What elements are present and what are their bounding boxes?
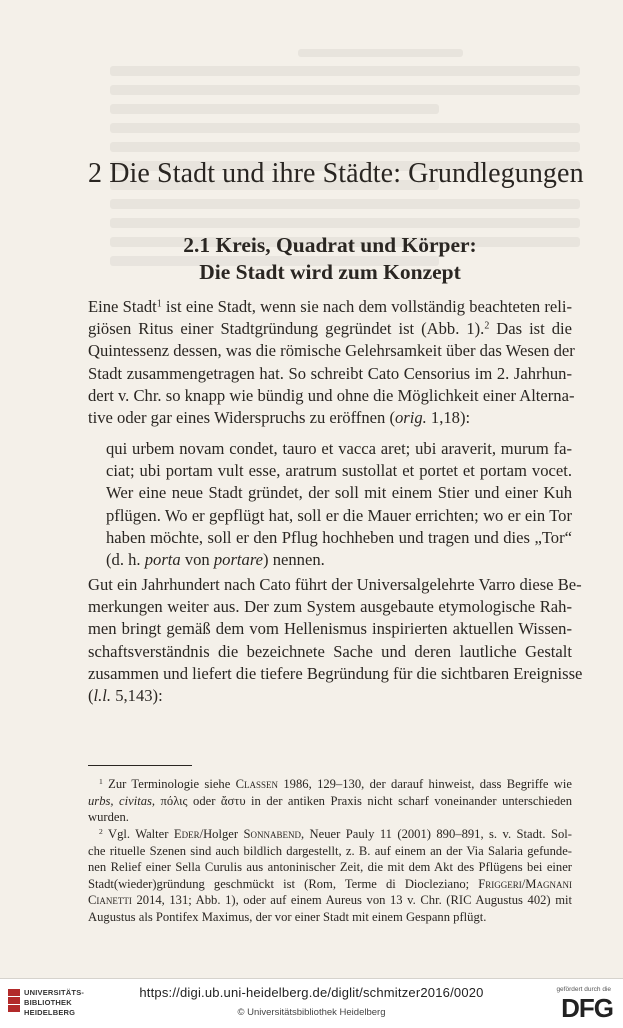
footnote-line: che rituelle Szenen sind auch bildlich dargestellt, z. B. auf einem an der Via Salaria gefunde- <box>88 843 572 858</box>
section-title-line-1: 2.1 Kreis, Quadrat und Körper: <box>183 233 477 257</box>
footnote-line: $^1$ Zur Terminologie siehe Classen 1986, 129–130, der darauf hinweist, dass Begriffe wie <box>99 776 572 791</box>
text-line: tive oder gar eines Widerspruchs zu eröffnen (orig. 1,18): <box>88 408 471 428</box>
quote-line: (d. h. porta von portare) nennen. <box>106 550 325 570</box>
permalink-url[interactable]: https://digi.ub.uni-heidelberg.de/diglit/schmitzer2016/0020 <box>139 985 484 1000</box>
text-line: dert v. Chr. so knapp wie bündig und ohne die Möglichkeit einer Alterna- <box>88 385 575 405</box>
paragraph-varro <box>88 574 583 707</box>
text-line: merkungen weiter aus. Der zum System ausgebaute etymologische Rah- <box>88 597 572 617</box>
viewer-footer <box>0 978 623 1028</box>
footnote-line: $^2$ Vgl. Walter Eder/Holger Sonnabend, Neuer Pauly 11 (2001) 890–891, s. v. Stadt. Sol- <box>99 826 572 841</box>
dfg-logo[interactable]: DFG <box>561 993 613 1023</box>
section-title-line-2: Die Stadt wird zum Konzept <box>199 260 461 284</box>
footnote-ref-2[interactable]: 2 <box>484 320 490 332</box>
quote-line: qui urbem novam condet, tauro et vacca aret; ubi araverit, murum fa- <box>106 439 572 458</box>
funding-label: gefördert durch die <box>556 986 611 993</box>
library-logo[interactable]: UNIVERSITÄTS- BIBLIOTHEK HEIDELBERG <box>24 988 85 1017</box>
footnote-separator <box>88 765 192 766</box>
text-line: men bringt gemäß dem vom Hellenismus inspirierten aktuellen Wissen- <box>88 619 572 639</box>
paragraph-intro <box>88 296 575 429</box>
quote-line: haben möchte, soll er den Pflug hochheben und tragen und dies „Tor“ <box>106 527 572 547</box>
footnote-line: nen Relief einer Sella Curulis aus antoninischer Zeit, die mit dem Akt des Pflügens bei einer <box>88 860 572 874</box>
section-title <box>88 232 572 286</box>
footnote-2 <box>88 826 572 925</box>
footnote-marker: 1 <box>99 776 103 786</box>
footnote-1 <box>88 776 572 826</box>
text-line: giösen Ritus einer Stadtgründung gegründet ist (Abb. 1).$^2$ Das ist die <box>88 319 572 339</box>
quote-line: ciat; ubi portam vult esse, aratrum sustollat et portet et portam vocet. <box>106 461 572 481</box>
footnote-line: Cianetti 2014, 131; Abb. 1), oder auf einem Aureus von 13 v. Chr. (RIC Augustus 402) mit <box>88 893 572 907</box>
footnote-line: urbs, civitas, πόλις oder ἄστυ in der antiken Praxis nicht scharf voneinander unterschieden <box>88 793 573 808</box>
quote-line: pflügen. Wo er gepflügt hat, soll er die Mauer errichten; wo er ein Tor <box>106 505 572 525</box>
footnote-line: Stadt(wieder)gründung geschmückt ist (Rom, Terme di Diocleziano; Friggeri/Magnani <box>88 876 572 891</box>
text-line: Stadt zusammengetragen hat. So schreibt Cato Censorius im 2. Jahrhun- <box>88 363 572 383</box>
chapter-title: 2 Die Stadt und ihre Städte: Grundlegungen <box>88 158 584 189</box>
text-line: Quintessenz dessen, was die römische Gelehrsamkeit über das Wesen der <box>88 341 575 361</box>
footnote-marker: 2 <box>99 826 103 836</box>
footnote-line: wurden. <box>88 810 129 824</box>
text-line: schaftsverständnis die bezeichnete Sache und deren lautliche Gestalt <box>88 641 572 661</box>
footnote-ref-1[interactable]: 1 <box>156 298 162 310</box>
block-quote <box>106 438 572 571</box>
text-line: zusammen und liefert die tiefere Begründung für die sichtbaren Ereignisse <box>88 663 583 683</box>
footnote-line: Augustus als Pontifex Maximus, der vor einer Stadt mit einem Gespann pflügt. <box>88 909 487 924</box>
text-line: Eine Stadt$^1$ ist eine Stadt, wenn sie nach dem vollständig beachteten reli- <box>88 297 572 316</box>
text-line: (l.l. 5,143): <box>88 686 163 706</box>
copyright-notice: © Universitätsbibliothek Heidelberg <box>237 1007 386 1018</box>
text-line: Gut ein Jahrhundert nach Cato führt der Universalgelehrte Varro diese Be- <box>88 575 582 594</box>
quote-line: Wer eine neue Stadt gründet, der soll mit einem Stier und einer Kuh <box>106 483 572 503</box>
